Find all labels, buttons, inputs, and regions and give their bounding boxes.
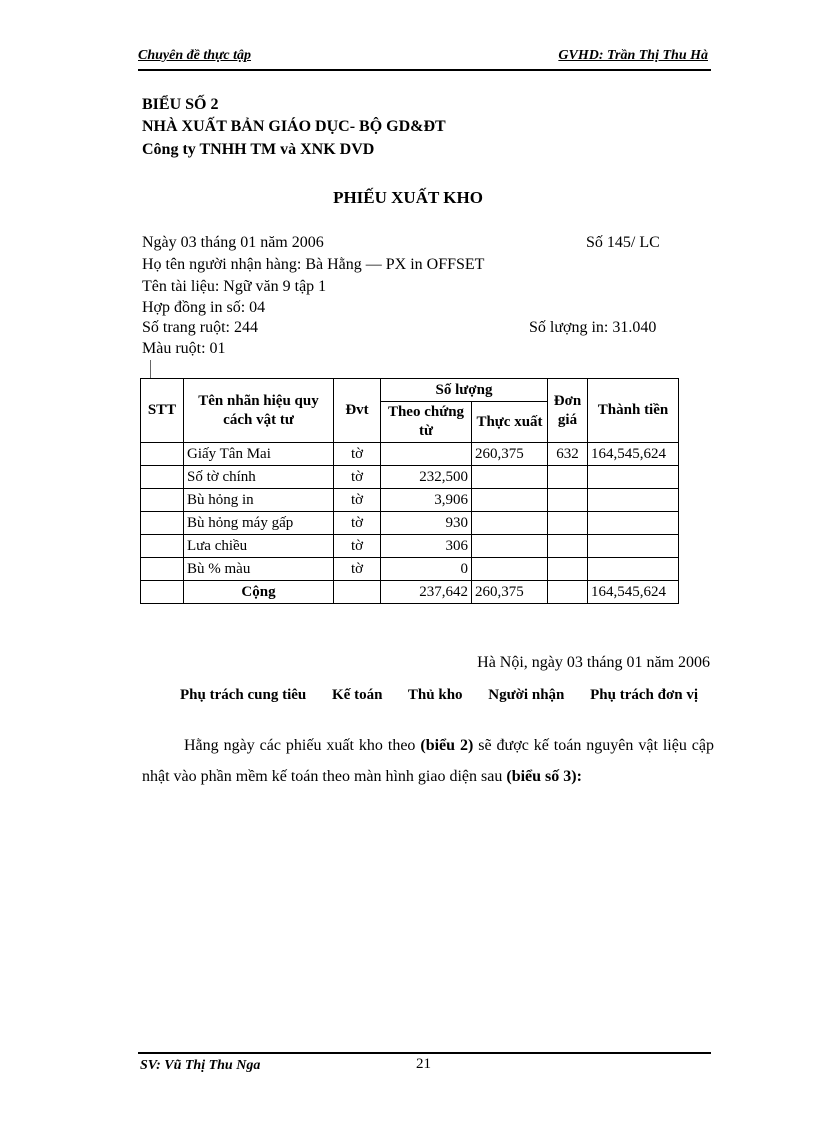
col-qty-actual: Thực xuất [472, 402, 548, 443]
para-ref-1: (biểu 2) [420, 737, 474, 754]
cell-unit: tờ [334, 558, 381, 581]
cell-qty-doc: 232,500 [381, 466, 472, 489]
cell-price [548, 558, 588, 581]
para-text-2: sẽ được kế toán nguyên vật liệu cập nhật vào phần mềm kế toán theo màn hình giao diện sau [142, 737, 714, 785]
cell-name: Bù hỏng in [184, 489, 334, 512]
cell-price [548, 489, 588, 512]
color-count: Màu ruột: 01 [142, 340, 226, 357]
total-label: Cộng [184, 581, 334, 604]
col-qty-group: Số lượng [381, 379, 548, 402]
cell-amount [588, 466, 679, 489]
cell-unit [334, 581, 381, 604]
col-name: Tên nhãn hiệu quy cách vật tư [184, 379, 334, 443]
contract-number: Hợp đồng in số: 04 [142, 299, 266, 316]
signature-row [180, 687, 698, 704]
col-price: Đơn giá [548, 379, 588, 443]
cell-qty-actual [472, 512, 548, 535]
cell-qty-doc: 306 [381, 535, 472, 558]
cell-stt [141, 489, 184, 512]
header-left: Chuyên đề thực tập [138, 48, 252, 63]
cell-qty-actual [472, 558, 548, 581]
cell-qty-actual [472, 535, 548, 558]
margin-mark [150, 360, 151, 378]
cell-stt [141, 512, 184, 535]
header-divider [138, 69, 711, 71]
receiver: Họ tên người nhận hàng: Bà Hằng — PX in OFFSET [142, 256, 485, 273]
footer-author: SV: Vũ Thị Thu Nga [140, 1058, 261, 1073]
cell-price [548, 512, 588, 535]
cell-stt [141, 443, 184, 466]
cell-amount: 164,545,624 [588, 443, 679, 466]
para-text-1: Hằng ngày các phiếu xuất kho theo [184, 737, 421, 754]
cell-qty-doc [381, 443, 472, 466]
print-quantity: Số lượng in: 31.040 [529, 319, 657, 336]
header-right: GVHD: Trần Thị Thu Hà [558, 48, 708, 63]
cell-price: 632 [548, 443, 588, 466]
cell-qty-actual [472, 466, 548, 489]
slip-number: Số 145/ LC [586, 234, 660, 251]
cell-stt [141, 466, 184, 489]
form-number: BIỂU SỐ 2 [142, 96, 219, 113]
cell-unit: tờ [334, 466, 381, 489]
cell-unit: tờ [334, 512, 381, 535]
issue-table [140, 378, 679, 604]
signature-storekeeper: Thủ kho [407, 687, 463, 703]
table-row [141, 489, 679, 512]
body-paragraph [142, 730, 714, 792]
total-row [141, 581, 679, 604]
table-row [141, 466, 679, 489]
cell-qty-doc: 3,906 [381, 489, 472, 512]
cell-unit: tờ [334, 489, 381, 512]
place-date: Hà Nội, ngày 03 tháng 01 năm 2006 [477, 654, 710, 671]
cell-stt [141, 581, 184, 604]
cell-qty-doc: 930 [381, 512, 472, 535]
cell-amount [588, 512, 679, 535]
cell-price [548, 535, 588, 558]
cell-name: Số tờ chính [184, 466, 334, 489]
col-unit: Đvt [334, 379, 381, 443]
cell-name: Bù % màu [184, 558, 334, 581]
page-count: Số trang ruột: 244 [142, 319, 258, 336]
cell-name: Giấy Tân Mai [184, 443, 334, 466]
table-row [141, 535, 679, 558]
col-stt: STT [141, 379, 184, 443]
cell-stt [141, 558, 184, 581]
table-row [141, 512, 679, 535]
cell-amount [588, 489, 679, 512]
document-title: PHIẾU XUẤT KHO [333, 188, 483, 207]
signature-receiver: Người nhận [488, 687, 565, 703]
page-number: 21 [416, 1056, 431, 1072]
document-name: Tên tài liệu: Ngữ văn 9 tập 1 [142, 278, 327, 295]
cell-amount [588, 558, 679, 581]
signature-accountant: Kế toán [332, 687, 383, 703]
cell-price [548, 466, 588, 489]
cell-name: Lưa chiều [184, 535, 334, 558]
cell-unit: tờ [334, 443, 381, 466]
total-amount: 164,545,624 [588, 581, 679, 604]
para-ref-2: (biểu số 3): [506, 768, 582, 785]
cell-name: Bù hỏng máy gấp [184, 512, 334, 535]
cell-qty-actual [472, 489, 548, 512]
col-qty-doc: Theo chứng từ [381, 402, 472, 443]
table-row [141, 443, 679, 466]
issue-date: Ngày 03 tháng 01 năm 2006 [142, 234, 324, 251]
cell-price [548, 581, 588, 604]
footer-divider [138, 1052, 711, 1054]
total-qty-actual: 260,375 [472, 581, 548, 604]
cell-qty-doc: 0 [381, 558, 472, 581]
total-qty-doc: 237,642 [381, 581, 472, 604]
signature-unit-head: Phụ trách đơn vị [590, 687, 699, 703]
cell-qty-actual: 260,375 [472, 443, 548, 466]
company-name: Công ty TNHH TM và XNK DVD [142, 141, 375, 158]
cell-amount [588, 535, 679, 558]
cell-unit: tờ [334, 535, 381, 558]
table-row [141, 558, 679, 581]
cell-stt [141, 535, 184, 558]
signature-supply: Phụ trách cung tiêu [180, 687, 307, 703]
publisher-name: NHÀ XUẤT BẢN GIÁO DỤC- BỘ GD&ĐT [142, 118, 446, 135]
col-amount: Thành tiền [588, 379, 679, 443]
